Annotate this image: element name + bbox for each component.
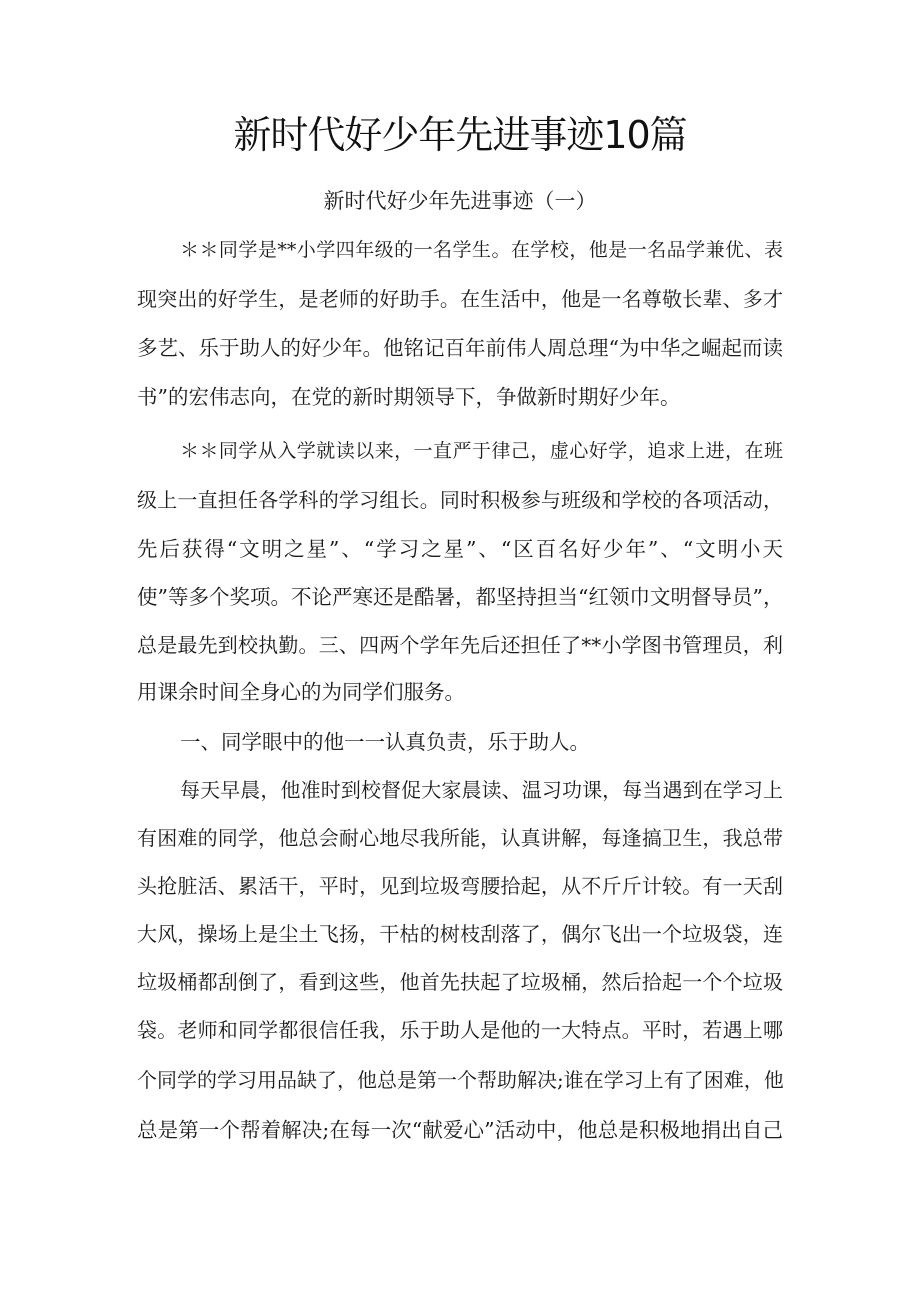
text-line: 用课余时间全身心的为同学们服务。 bbox=[137, 680, 465, 704]
document-title: 新时代好少年先进事迹10篇 bbox=[233, 113, 687, 157]
text-line: ＊＊同学从入学就读以来，一直严于律己，虚心好学，追求上进，在班 bbox=[180, 440, 783, 462]
text-line: 书”的宏伟志向，在党的新时期领导下，争做新时期好少年。 bbox=[137, 385, 681, 409]
text-line: ＊＊同学是**小学四年级的一名学生。在学校，他是一名品学兼优、表 bbox=[180, 239, 783, 261]
text-line: 先后获得“文明之星”、“学习之星”、“区百名好少年”、“文明小天 bbox=[137, 537, 783, 561]
text-line: 现突出的好学生，是老师的好助手。在生活中，他是一名尊敬长辈、多才 bbox=[137, 287, 783, 311]
section-heading-text: 一、同学眼中的他一一认真负责，乐于助人。 bbox=[180, 730, 590, 754]
text-line: 使”等多个奖项。不论严寒还是酷暑，都坚持担当“红领巾文明督导员”， bbox=[137, 585, 784, 609]
text-line: 有困难的同学，他总会耐心地尽我所能，认真讲解，每逢搞卫生，我总带 bbox=[137, 826, 783, 850]
text-line: 多艺、乐于助人的好少年。他铭记百年前伟人周总理“为中华之崛起而读 bbox=[137, 336, 783, 360]
section-subtitle: 新时代好少年先进事迹（一） bbox=[323, 189, 597, 213]
text-line: 级上一直担任各学科的学习组长。同时积极参与班级和学校的各项活动， bbox=[137, 488, 783, 512]
text-line: 头抢脏活、累活干，平时，见到垃圾弯腰拾起，从不斤斤计较。有一天刮 bbox=[137, 874, 783, 898]
text-line: 总是最先到校执勤。三、四两个学年先后还担任了**小学图书管理员，利 bbox=[137, 633, 783, 657]
text-line: 大风，操场上是尘土飞扬，干枯的树枝刮落了，偶尔飞出一个垃圾袋，连 bbox=[137, 922, 783, 946]
text-line: 总是第一个帮着解决;在每一次“献爱心”活动中，他总是积极地捐出自己 bbox=[137, 1118, 783, 1142]
text-line: 袋。老师和同学都很信任我，乐于助人是他的一大特点。平时，若遇上哪 bbox=[137, 1018, 783, 1042]
text-line: 个同学的学习用品缺了，他总是第一个帮助解决;谁在学习上有了困难，他 bbox=[137, 1068, 784, 1092]
text-line: 垃圾桶都刮倒了，看到这些，他首先扶起了垃圾桶，然后拾起一个个垃圾 bbox=[137, 970, 783, 994]
text-line: 每天早晨，他准时到校督促大家晨读、温习功课，每当遇到在学习上 bbox=[180, 778, 783, 802]
